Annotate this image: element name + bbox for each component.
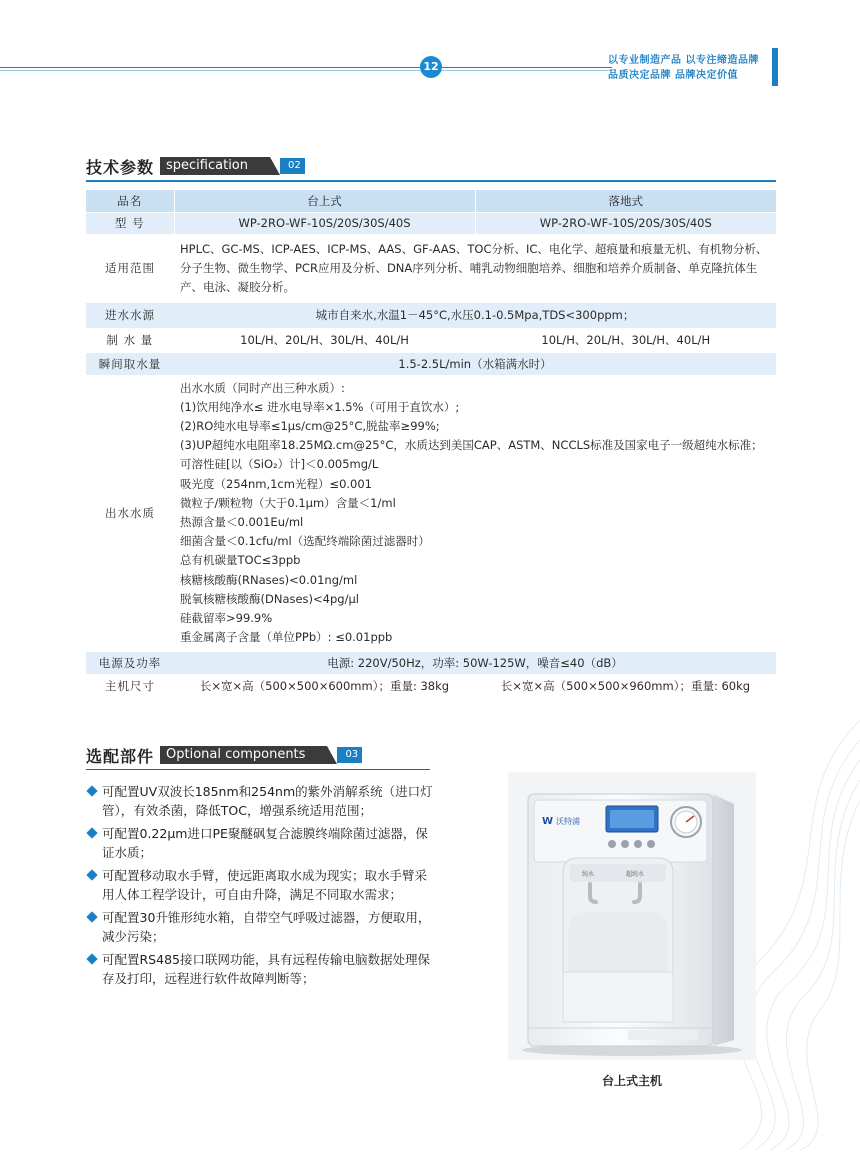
quality-line: 总有机碳量TOC≤3ppb [180,553,301,568]
table-row-size [86,674,776,698]
product-caption: 台上式主机 [601,1074,662,1088]
table-row-power [86,651,776,674]
spec-section-tag: specification [160,157,270,175]
options-section-heading [86,745,362,765]
table-row-scope [86,234,776,302]
options-section-number: 03 [337,747,362,763]
diamond-bullet-icon [86,911,97,922]
options-section-title: 选配部件 [86,746,155,766]
product-image [508,772,756,1060]
table-header-row [86,190,776,212]
inlet-value: 城市自来水,水温1－45°C,水压0.1-0.5Mpa,TDS<300ppm； [174,302,776,328]
header-slogan [608,53,768,83]
options-section-tag: Optional components [160,746,327,764]
list-item [88,824,438,862]
scope-value: HPLC、GC-MS、ICP-AES、ICP-MS、AAS、GF-AAS、TOC分析、IC、电化学、超痕量和痕量无机、有机物分析、分子生物、微生物学、PCR应用及分析、DNA序列分析、哺乳动物细胞培养、细胞和培养介质制备、单克隆抗体生产、电泳、凝胶分析。 [174,234,776,302]
spec-section-title: 技术参数 [86,157,155,177]
header-rule [0,67,612,68]
row-label-model: 型 号 [86,212,174,234]
quality-line: 硅截留率>99.9% [180,611,273,626]
quality-line: 微粒子/颗粒物（大于0.1μm）含量＜1/ml [180,495,396,510]
quality-line: (3)UP超纯水电阻率18.25MΩ.cm@25°C，水质达到美国CAP、ASTM、NCCLS标准及国家电子一级超纯水标准； [180,438,763,453]
svg-text:W: W [542,816,554,827]
page-number: 12 [420,56,442,78]
quality-line: 出水水质（同时产出三种水质）: [180,380,345,395]
table-row-quality [86,375,776,651]
list-item [88,866,438,904]
table-row-output [86,328,776,352]
diamond-bullet-icon [86,827,97,838]
list-item [88,782,438,820]
row-label-scope: 适用范围 [86,234,174,302]
size-desk: 长×宽×高（500×500×600mm）；重量: 38kg [174,674,475,698]
quality-line: (1)饮用纯净水≤ 进水电导率×1.5%（可用于直饮水）; [180,399,460,414]
spec-table [86,190,776,699]
row-label-output: 制 水 量 [86,328,174,352]
table-row-inlet [86,302,776,328]
option-text: 可配置30升锥形纯水箱，自带空气呼吸过滤器，方便取用，减少污染； [102,910,431,944]
quality-line: (2)RO纯水电导率≤1μs/cm@25°C,脱盐率≥99%; [180,418,440,433]
row-label-power: 电源及功率 [86,651,174,674]
output-desk: 10L/H、20L/H、30L/H、40L/H [174,328,475,352]
quality-line: 吸光度（254nm,1cm光程）≤0.001 [180,476,372,491]
output-floor: 10L/H、20L/H、30L/H、40L/H [475,328,776,352]
list-item [88,908,438,946]
quality-values [174,375,776,651]
table-row-model [86,212,776,234]
option-text: 可配置0.22μm进口PE聚醚砜复合滤膜终端除菌过滤器，保证水质； [102,826,428,860]
quality-line: 可溶性硅[以（SiO₂）计]＜0.005mg/L [180,457,379,472]
brand-text: 沃特浦 [556,817,580,826]
spec-section-rule [86,180,776,182]
button-label-left: 纯水 [582,871,595,878]
quality-line: 核糖核酸酶(RNases)<0.01ng/ml [180,572,358,587]
size-floor: 长×宽×高（500×500×960mm）；重量: 60kg [475,674,776,698]
quality-line: 重金属离子含量（单位PPb）: ≤0.01ppb [180,630,393,645]
options-section-rule [86,769,430,770]
row-label-quality: 出水水质 [86,375,174,651]
diamond-bullet-icon [86,953,97,964]
row-label-size: 主机尺寸 [86,674,174,698]
slogan-line-2: 品质决定品牌 品牌决定价值 [608,70,738,81]
slogan-line-1: 以专业制造产品 以专注缔造品牌 [608,55,759,66]
quality-line: 脱氧核糖核酸酶(DNases)<4pg/μl [180,591,359,606]
options-list [88,782,438,992]
slogan-bar [772,48,778,86]
power-value: 电源: 220V/50Hz，功率: 50W-125W，噪音≤40（dB） [174,651,776,674]
list-item [88,950,438,988]
header-cell-floor: 落地式 [475,190,776,212]
quality-line: 热源含量＜0.001Eu/ml [180,515,304,529]
row-label-inlet: 进水水源 [86,302,174,328]
model-desk: WP-2RO-WF-10S/20S/30S/40S [174,212,475,234]
option-text: 可配置UV双波长185nm和254nm的紫外消解系统（进口灯管），有效杀菌，降低TOC，增强系统适用范围； [102,784,433,818]
quality-line: 细菌含量＜0.1cfu/ml（选配终端除菌过滤器时） [180,534,430,549]
row-label-instant: 瞬间取水量 [86,352,174,375]
spec-section-number: 02 [280,158,305,174]
model-floor: WP-2RO-WF-10S/20S/30S/40S [475,212,776,234]
water-purifier-illustration [508,772,756,1060]
diamond-bullet-icon [86,869,97,880]
option-text: 可配置移动取水手臂，使远距离取水成为现实；取水手臂采用人体工程学设计，可自由升降，满足不同取水需求； [102,868,428,902]
header-cell-desk: 台上式 [174,190,475,212]
spec-section-heading [86,156,305,176]
table-row-instant [86,352,776,375]
header-cell-name: 品名 [86,190,174,212]
option-text: 可配置RS485接口联网功能，具有远程传输电脑数据处理保存及打印，远程进行软件故障判断等； [102,952,430,986]
diamond-bullet-icon [86,785,97,796]
header-rule-light [0,70,612,71]
button-label-right: 超纯水 [626,871,645,878]
instant-value: 1.5-2.5L/min（水箱满水时） [174,352,776,375]
